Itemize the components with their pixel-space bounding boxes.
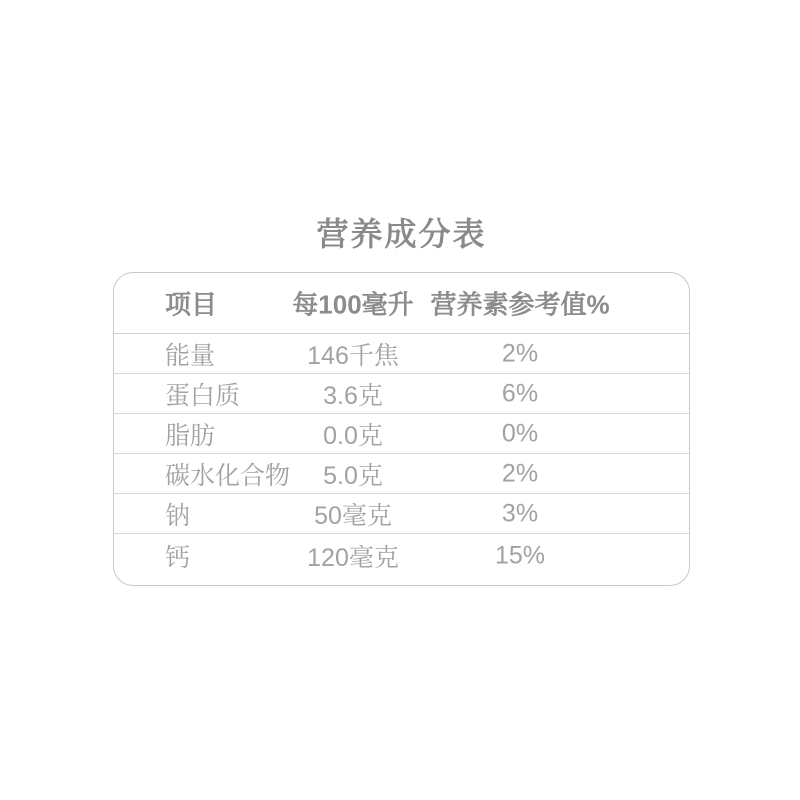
row-nrv: 0% [501, 419, 539, 447]
row-amount: 0.0克 [323, 421, 383, 450]
page-title: 营养成分表 [316, 216, 487, 252]
row-amount: 50毫克 [314, 501, 392, 530]
row-amount: 146千焦 [307, 341, 399, 370]
row-name: 蛋白质 [165, 381, 241, 410]
table-row-sodium [114, 494, 689, 534]
table-row-fat [114, 414, 689, 454]
row-amount: 5.0克 [323, 461, 383, 490]
row-name: 碳水化合物 [165, 461, 291, 490]
header-nrv-label: 营养素参考值% [430, 289, 610, 320]
row-nrv: 6% [501, 379, 539, 407]
header-item-label: 项目 [165, 289, 218, 320]
row-nrv: 2% [501, 459, 539, 487]
table-row-calcium [114, 534, 689, 587]
table-row-energy [114, 334, 689, 374]
row-name: 脂肪 [165, 421, 216, 450]
row-amount: 120毫克 [307, 543, 399, 572]
nutrition-table [113, 272, 690, 586]
row-nrv: 2% [501, 339, 539, 367]
header-amount-label: 每100毫升 [292, 289, 414, 320]
table-header-row [114, 273, 689, 334]
row-name: 钠 [165, 501, 191, 530]
row-nrv: 15% [494, 541, 546, 569]
row-amount: 3.6克 [323, 381, 383, 410]
row-name: 能量 [165, 341, 216, 370]
row-name: 钙 [165, 543, 191, 572]
row-nrv: 3% [501, 499, 539, 527]
table-row-carbohydrate [114, 454, 689, 494]
table-row-protein [114, 374, 689, 414]
